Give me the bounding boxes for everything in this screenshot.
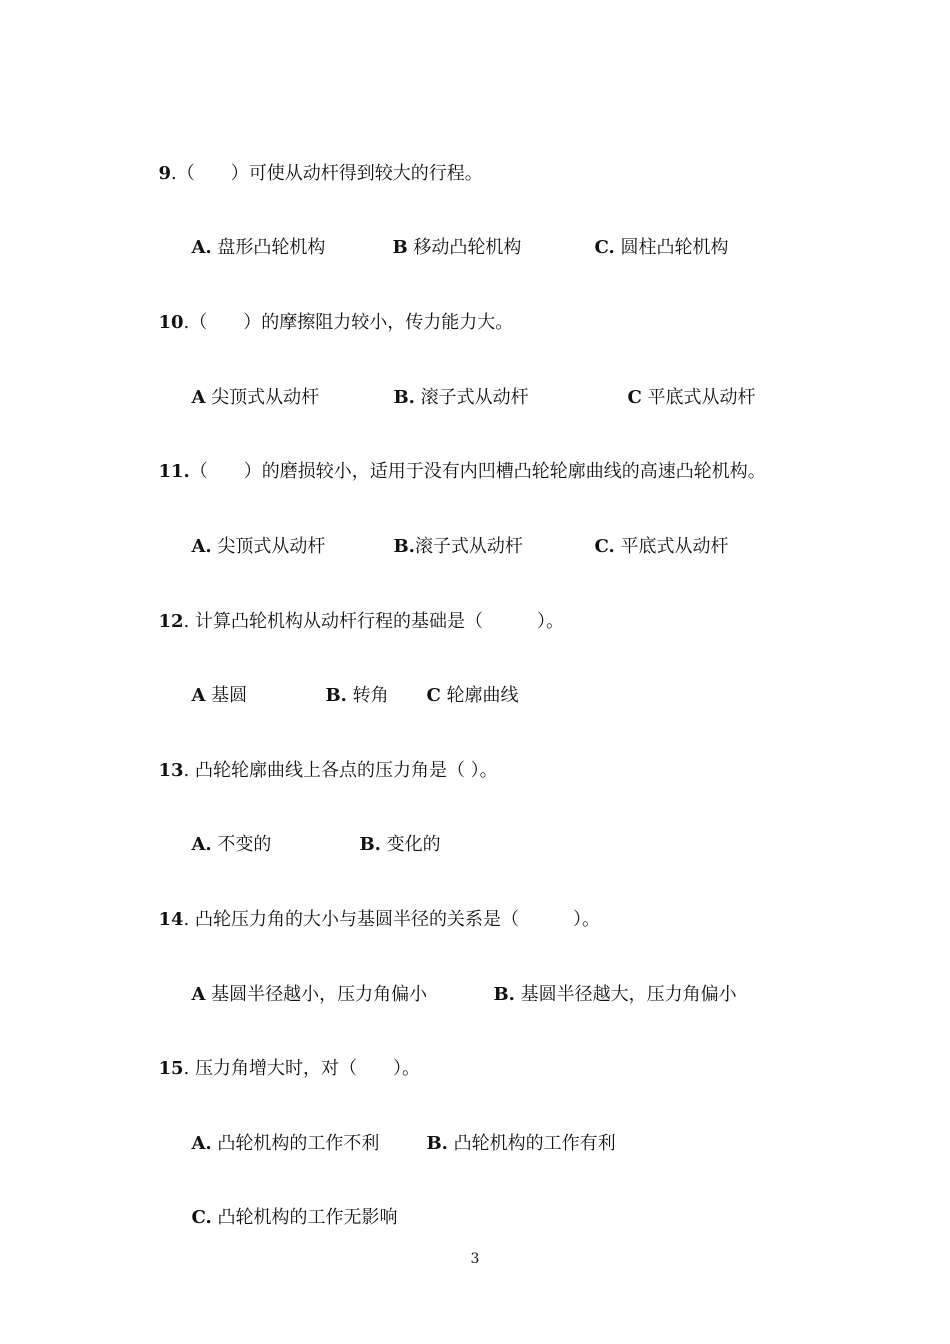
option-text: 尖顶式从动杆 — [217, 536, 326, 557]
question-11-stem — [147, 436, 766, 484]
option-key: C. — [191, 1207, 212, 1228]
option-key: B. — [493, 984, 515, 1005]
question-text: .（ ）可使从动杆得到较大的行程。 — [170, 163, 483, 184]
option-text: 基圆半径越大，压力角偏小 — [520, 984, 737, 1005]
option-text: 凸轮机构的工作有利 — [453, 1133, 616, 1154]
question-number: 11. — [158, 461, 190, 482]
option-key: B — [392, 237, 408, 258]
option-text: 移动凸轮机构 — [413, 237, 522, 258]
option-text: 轮廓曲线 — [446, 685, 519, 706]
question-9-option-b — [381, 212, 521, 260]
option-text: 转角 — [352, 685, 389, 706]
option-text: 圆柱凸轮机构 — [620, 237, 729, 258]
option-text: 滚子式从动杆 — [414, 536, 523, 557]
question-11-option-c — [583, 511, 728, 559]
question-11-option-b — [382, 511, 523, 559]
option-text: 凸轮机构的工作无影响 — [217, 1207, 398, 1228]
question-text: （ ）的磨损较小，适用于没有内凹槽凸轮轮廓曲线的高速凸轮机构。 — [189, 461, 766, 482]
question-14-option-a — [180, 959, 427, 1007]
question-13-stem — [147, 735, 498, 783]
question-10-option-a — [180, 362, 319, 410]
question-9-stem — [147, 138, 483, 186]
question-15-stem — [147, 1033, 420, 1081]
option-text: 不变的 — [217, 834, 272, 855]
option-text: 尖顶式从动杆 — [211, 387, 320, 408]
question-number: 14 — [158, 909, 184, 930]
question-number: 12 — [158, 611, 184, 632]
option-key: A. — [191, 237, 212, 258]
question-11-option-a — [180, 511, 325, 559]
option-key: A — [191, 387, 206, 408]
option-text: 盘形凸轮机构 — [217, 237, 326, 258]
question-number: 10 — [158, 312, 184, 333]
option-text: 基圆 — [211, 685, 248, 706]
question-text: . 凸轮压力角的大小与基圆半径的关系是（ ）。 — [183, 909, 600, 930]
option-key: A. — [191, 834, 212, 855]
question-number: 13 — [158, 760, 184, 781]
question-text: .（ ）的摩擦阻力较小，传力能力大。 — [183, 312, 514, 333]
option-key: C. — [594, 237, 615, 258]
option-key: B. — [393, 387, 415, 408]
question-15-option-c — [180, 1182, 397, 1230]
question-15-option-b — [415, 1108, 616, 1156]
question-15-option-a — [180, 1108, 379, 1156]
option-key: C. — [594, 536, 615, 557]
question-9-option-c — [583, 212, 728, 260]
question-12-option-a — [180, 660, 247, 708]
question-text: . 凸轮轮廓曲线上各点的压力角是（ ）。 — [183, 760, 498, 781]
question-number: 15 — [158, 1058, 184, 1079]
option-text: 滚子式从动杆 — [420, 387, 529, 408]
option-key: A — [191, 984, 206, 1005]
question-10-stem — [147, 287, 513, 335]
question-14-option-b — [482, 959, 737, 1007]
question-10-option-b — [382, 362, 529, 410]
option-key: B. — [426, 1133, 448, 1154]
option-key: A — [191, 685, 206, 706]
question-12-option-c — [415, 660, 519, 708]
question-14-stem — [147, 884, 600, 932]
question-text: . 压力角增大时，对（ ）。 — [183, 1058, 420, 1079]
option-text: 凸轮机构的工作不利 — [217, 1133, 380, 1154]
question-13-option-a — [180, 809, 271, 857]
question-9-option-a — [180, 212, 325, 260]
option-key: B. — [393, 536, 415, 557]
question-13-option-b — [348, 809, 441, 857]
question-10-option-c — [616, 362, 756, 410]
option-text: 变化的 — [386, 834, 441, 855]
option-key: A. — [191, 1133, 212, 1154]
question-12-stem — [147, 586, 564, 634]
option-key: A. — [191, 536, 212, 557]
page-number: 3 — [470, 1251, 480, 1267]
option-text: 基圆半径越小，压力角偏小 — [211, 984, 428, 1005]
option-text: 平底式从动杆 — [620, 536, 729, 557]
option-text: 平底式从动杆 — [647, 387, 756, 408]
question-number: 9 — [158, 163, 171, 184]
question-text: . 计算凸轮机构从动杆行程的基础是（ ）。 — [183, 611, 564, 632]
question-12-option-b — [314, 660, 389, 708]
option-key: B. — [359, 834, 381, 855]
option-key: C — [627, 387, 642, 408]
option-key: B. — [325, 685, 347, 706]
option-key: C — [426, 685, 441, 706]
